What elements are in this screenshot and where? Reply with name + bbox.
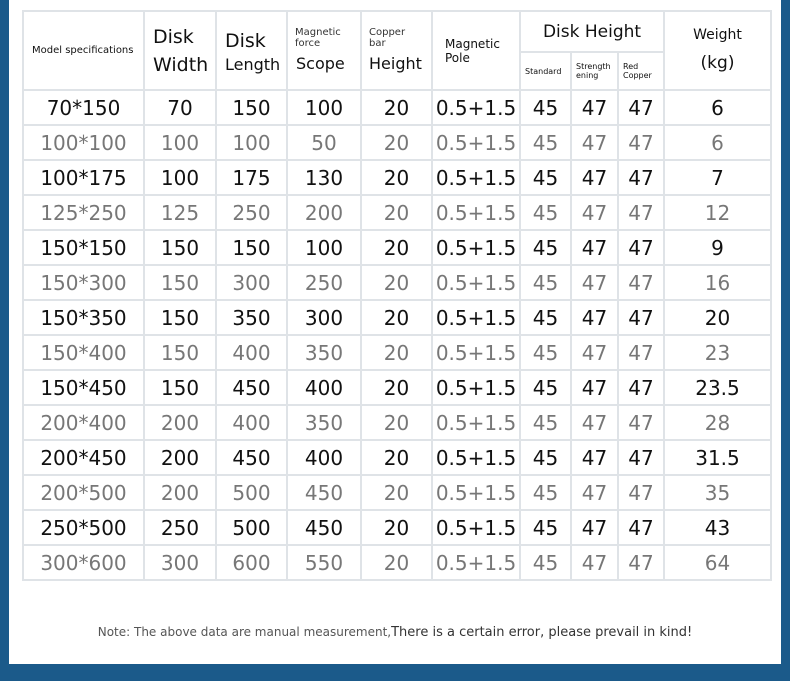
cell-strengthening-height: 47 (571, 440, 618, 475)
cell-red-copper-height: 47 (618, 370, 664, 405)
cell-copper-height: 20 (361, 440, 432, 475)
cell-magnetic-scope: 550 (287, 545, 361, 580)
cell-magnetic-scope: 200 (287, 195, 361, 230)
cell-red-copper-height: 47 (618, 195, 664, 230)
cell-disk-width: 100 (144, 125, 216, 160)
header-red-copper: Red Copper (618, 52, 664, 90)
cell-model: 200*450 (23, 440, 144, 475)
cell-disk-width: 150 (144, 335, 216, 370)
table-row (23, 90, 771, 125)
cell-disk-length: 500 (216, 475, 287, 510)
table-row (23, 265, 771, 300)
cell-red-copper-height: 47 (618, 230, 664, 265)
cell-disk-width: 70 (144, 90, 216, 125)
cell-standard-height: 45 (520, 265, 571, 300)
cell-magnetic-scope: 450 (287, 475, 361, 510)
cell-weight: 7 (664, 160, 771, 195)
cell-copper-height: 20 (361, 335, 432, 370)
cell-magnetic-scope: 400 (287, 370, 361, 405)
table-row (23, 125, 771, 160)
cell-disk-length: 350 (216, 300, 287, 335)
cell-standard-height: 45 (520, 545, 571, 580)
cell-model: 150*450 (23, 370, 144, 405)
cell-model: 200*400 (23, 405, 144, 440)
cell-weight: 23 (664, 335, 771, 370)
cell-disk-length: 450 (216, 440, 287, 475)
cell-standard-height: 45 (520, 125, 571, 160)
cell-copper-height: 20 (361, 125, 432, 160)
cell-weight: 20 (664, 300, 771, 335)
cell-weight: 43 (664, 510, 771, 545)
cell-disk-width: 150 (144, 300, 216, 335)
table-row (23, 230, 771, 265)
cell-disk-width: 150 (144, 230, 216, 265)
cell-red-copper-height: 47 (618, 545, 664, 580)
cell-standard-height: 45 (520, 300, 571, 335)
cell-model: 150*300 (23, 265, 144, 300)
table-row (23, 160, 771, 195)
cell-disk-width: 250 (144, 510, 216, 545)
cell-magnetic-scope: 350 (287, 405, 361, 440)
header-magnetic-scope: Magnetic force Scope (287, 11, 361, 90)
cell-model: 250*500 (23, 510, 144, 545)
cell-weight: 64 (664, 545, 771, 580)
footnote-part1: Note: The above data are manual measurement, (97, 625, 392, 639)
cell-standard-height: 45 (520, 335, 571, 370)
cell-weight: 9 (664, 230, 771, 265)
cell-copper-height: 20 (361, 370, 432, 405)
cell-standard-height: 45 (520, 405, 571, 440)
cell-copper-height: 20 (361, 265, 432, 300)
cell-disk-length: 150 (216, 90, 287, 125)
footnote-part2: There is a certain error, please prevail in kind! (391, 625, 693, 640)
cell-model: 70*150 (23, 90, 144, 125)
cell-strengthening-height: 47 (571, 475, 618, 510)
cell-red-copper-height: 47 (618, 335, 664, 370)
cell-disk-length: 400 (216, 335, 287, 370)
cell-strengthening-height: 47 (571, 545, 618, 580)
spec-panel (9, 0, 781, 664)
header-model: Model specifications (23, 11, 144, 90)
cell-copper-height: 20 (361, 475, 432, 510)
header-disk-width: Disk Width (144, 11, 216, 90)
cell-strengthening-height: 47 (571, 265, 618, 300)
cell-standard-height: 45 (520, 230, 571, 265)
cell-disk-width: 300 (144, 545, 216, 580)
cell-model: 150*150 (23, 230, 144, 265)
header-strengthening: Strength ening (571, 52, 618, 90)
cell-model: 150*350 (23, 300, 144, 335)
cell-standard-height: 45 (520, 440, 571, 475)
cell-standard-height: 45 (520, 195, 571, 230)
cell-model: 200*500 (23, 475, 144, 510)
cell-strengthening-height: 47 (571, 125, 618, 160)
cell-model: 125*250 (23, 195, 144, 230)
cell-strengthening-height: 47 (571, 90, 618, 125)
cell-magnetic-pole: 0.5+1.5 (432, 195, 520, 230)
cell-magnetic-pole: 0.5+1.5 (432, 230, 520, 265)
cell-red-copper-height: 47 (618, 300, 664, 335)
cell-magnetic-pole: 0.5+1.5 (432, 405, 520, 440)
cell-magnetic-scope: 100 (287, 90, 361, 125)
table-row (23, 510, 771, 545)
cell-weight: 28 (664, 405, 771, 440)
cell-strengthening-height: 47 (571, 510, 618, 545)
cell-magnetic-scope: 50 (287, 125, 361, 160)
cell-magnetic-pole: 0.5+1.5 (432, 125, 520, 160)
header-standard: Standard (520, 52, 571, 90)
header-disk-length: Disk Length (216, 11, 287, 90)
cell-magnetic-pole: 0.5+1.5 (432, 265, 520, 300)
cell-weight: 35 (664, 475, 771, 510)
cell-red-copper-height: 47 (618, 475, 664, 510)
cell-magnetic-pole: 0.5+1.5 (432, 510, 520, 545)
cell-red-copper-height: 47 (618, 90, 664, 125)
cell-disk-width: 150 (144, 370, 216, 405)
cell-red-copper-height: 47 (618, 265, 664, 300)
cell-magnetic-pole: 0.5+1.5 (432, 300, 520, 335)
cell-disk-width: 100 (144, 160, 216, 195)
table-row (23, 335, 771, 370)
cell-magnetic-pole: 0.5+1.5 (432, 370, 520, 405)
cell-magnetic-pole: 0.5+1.5 (432, 335, 520, 370)
cell-strengthening-height: 47 (571, 230, 618, 265)
cell-red-copper-height: 47 (618, 405, 664, 440)
header-copper-height: Copper bar Height (361, 11, 432, 90)
cell-disk-width: 125 (144, 195, 216, 230)
cell-disk-length: 500 (216, 510, 287, 545)
cell-magnetic-scope: 250 (287, 265, 361, 300)
cell-copper-height: 20 (361, 230, 432, 265)
cell-copper-height: 20 (361, 545, 432, 580)
cell-copper-height: 20 (361, 195, 432, 230)
cell-disk-length: 100 (216, 125, 287, 160)
cell-model: 100*175 (23, 160, 144, 195)
table-row (23, 405, 771, 440)
table-row (23, 545, 771, 580)
cell-copper-height: 20 (361, 300, 432, 335)
cell-copper-height: 20 (361, 90, 432, 125)
cell-disk-width: 150 (144, 265, 216, 300)
table-row (23, 300, 771, 335)
cell-weight: 23.5 (664, 370, 771, 405)
cell-strengthening-height: 47 (571, 195, 618, 230)
cell-model: 150*400 (23, 335, 144, 370)
cell-magnetic-scope: 100 (287, 230, 361, 265)
cell-standard-height: 45 (520, 370, 571, 405)
cell-magnetic-pole: 0.5+1.5 (432, 475, 520, 510)
cell-strengthening-height: 47 (571, 405, 618, 440)
cell-magnetic-scope: 130 (287, 160, 361, 195)
cell-strengthening-height: 47 (571, 300, 618, 335)
cell-magnetic-pole: 0.5+1.5 (432, 90, 520, 125)
table-row (23, 440, 771, 475)
cell-disk-length: 300 (216, 265, 287, 300)
spec-table (22, 10, 772, 581)
cell-magnetic-scope: 350 (287, 335, 361, 370)
cell-magnetic-scope: 450 (287, 510, 361, 545)
cell-disk-length: 250 (216, 195, 287, 230)
cell-model: 100*100 (23, 125, 144, 160)
spec-table-body (23, 90, 771, 580)
cell-copper-height: 20 (361, 405, 432, 440)
header-weight: Weight (kg) (664, 11, 771, 90)
table-row (23, 475, 771, 510)
cell-magnetic-pole: 0.5+1.5 (432, 160, 520, 195)
cell-disk-length: 600 (216, 545, 287, 580)
cell-weight: 6 (664, 125, 771, 160)
cell-red-copper-height: 47 (618, 440, 664, 475)
cell-weight: 31.5 (664, 440, 771, 475)
cell-red-copper-height: 47 (618, 510, 664, 545)
cell-standard-height: 45 (520, 510, 571, 545)
cell-disk-length: 400 (216, 405, 287, 440)
cell-disk-length: 150 (216, 230, 287, 265)
cell-standard-height: 45 (520, 475, 571, 510)
table-row (23, 195, 771, 230)
cell-magnetic-pole: 0.5+1.5 (432, 545, 520, 580)
cell-disk-width: 200 (144, 475, 216, 510)
footnote (9, 625, 781, 640)
cell-weight: 6 (664, 90, 771, 125)
cell-red-copper-height: 47 (618, 160, 664, 195)
cell-model: 300*600 (23, 545, 144, 580)
cell-copper-height: 20 (361, 510, 432, 545)
cell-disk-length: 450 (216, 370, 287, 405)
cell-standard-height: 45 (520, 90, 571, 125)
cell-magnetic-pole: 0.5+1.5 (432, 440, 520, 475)
cell-strengthening-height: 47 (571, 370, 618, 405)
cell-magnetic-scope: 400 (287, 440, 361, 475)
header-magnetic-pole: Magnetic Pole (432, 11, 520, 90)
header-disk-height: Disk Height (520, 11, 664, 52)
cell-red-copper-height: 47 (618, 125, 664, 160)
cell-copper-height: 20 (361, 160, 432, 195)
table-row (23, 370, 771, 405)
cell-disk-width: 200 (144, 405, 216, 440)
cell-disk-width: 200 (144, 440, 216, 475)
cell-magnetic-scope: 300 (287, 300, 361, 335)
cell-weight: 16 (664, 265, 771, 300)
cell-weight: 12 (664, 195, 771, 230)
cell-strengthening-height: 47 (571, 335, 618, 370)
cell-strengthening-height: 47 (571, 160, 618, 195)
cell-standard-height: 45 (520, 160, 571, 195)
cell-disk-length: 175 (216, 160, 287, 195)
